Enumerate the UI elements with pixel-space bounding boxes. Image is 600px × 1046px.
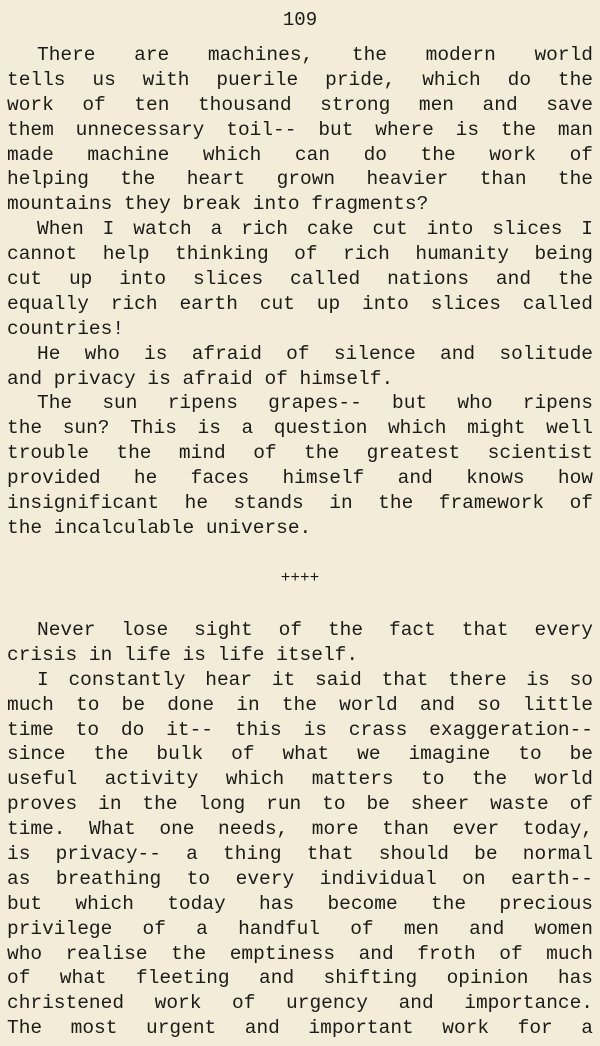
text-line: time. What one needs, more than ever today,: [7, 818, 593, 841]
page-number: 109: [282, 9, 318, 31]
text-line: countries!: [7, 317, 125, 340]
text-line: made machine which can do the work of: [7, 143, 593, 166]
text-line: crisis in life is life itself.: [7, 643, 359, 666]
text-line: When I watch a rich cake cut into slices I: [37, 218, 593, 241]
text-line: much to be done in the world and so little: [7, 693, 593, 716]
text-line: who realise the emptiness and froth of much: [7, 942, 593, 965]
text-line: cannot help thinking of rich humanity being: [7, 243, 593, 266]
text-line: tells us with puerile pride, which do the: [7, 68, 593, 91]
text-line: time to do it-- this is crass exaggeration--: [7, 718, 593, 741]
text-line: of what fleeting and shifting opinion has: [7, 967, 593, 990]
text-section-1: [7, 43, 593, 541]
text-line: but which today has become the precious: [7, 892, 593, 915]
text-section-2: [7, 618, 593, 1041]
text-line: There are machines, the modern world: [37, 44, 593, 66]
text-line: and privacy is afraid of himself.: [7, 367, 394, 390]
text-line: useful activity which matters to the world: [7, 768, 593, 791]
text-line: Never lose sight of the fact that every: [37, 619, 593, 641]
text-line: equally rich earth cut up into slices called: [7, 292, 593, 315]
text-line: insignificant he stands in the framework of: [7, 492, 593, 515]
section-separator: ++++: [280, 569, 320, 587]
text-line: the sun? This is a question which might well: [7, 417, 593, 440]
text-line: The sun ripens grapes-- but who ripens: [37, 392, 593, 415]
text-line: work of ten thousand strong men and save: [7, 93, 593, 116]
text-line: since the bulk of what we imagine to be: [7, 743, 593, 766]
text-line: mountains they break into fragments?: [7, 193, 429, 216]
text-line: provided he faces himself and knows how: [7, 467, 593, 490]
text-line: helping the heart grown heavier than the: [7, 168, 593, 191]
text-line: as breathing to every individual on earth--: [7, 867, 593, 890]
text-line: them unnecessary toil-- but where is the man: [7, 118, 593, 141]
text-line: is privacy-- a thing that should be normal: [7, 843, 593, 866]
text-line: christened work of urgency and importance.: [7, 992, 593, 1015]
text-line: the incalculable universe.: [7, 516, 312, 539]
text-line: privilege of a handful of men and women: [7, 917, 593, 940]
text-line: He who is afraid of silence and solitude: [37, 342, 593, 365]
text-line: proves in the long run to be sheer waste of: [7, 793, 593, 816]
text-line: cut up into slices called nations and the: [7, 268, 593, 291]
text-line: The most urgent and important work for a: [7, 1017, 593, 1040]
text-line: trouble the mind of the greatest scientist: [7, 442, 593, 465]
text-line: I constantly hear it said that there is so: [37, 668, 593, 691]
